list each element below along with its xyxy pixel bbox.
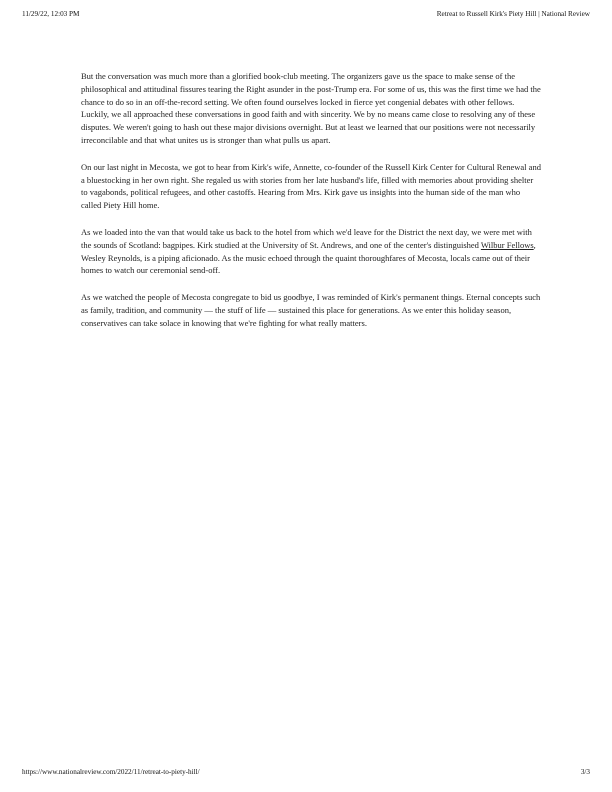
print-footer	[22, 768, 590, 780]
wilbur-fellows-link[interactable]: Wilbur Fellows	[480, 239, 534, 250]
article-paragraph	[81, 226, 541, 277]
page-number: 3/3	[580, 768, 590, 776]
article-paragraph: But the conversation was much more than a glorified book-club meeting. The organizers gave us the space to make sense of the philosophical and attitudinal fissures tearing the Right asunder in the post-Trump era. For some of us, this was the first time we had the chance to do so in an off-the-record setting. We often found ourselves locked in fierce yet congenial debates with other fellows. Luckily, we all approached these conversations in good faith and with sincerity. We by no means came close to resolving any of these disputes. We weren't going to hash out these major divisions overnight. But at least we learned that our positions were not necessarily irreconcilable and that what unites us is stronger than what pulls us apart.	[81, 71, 541, 145]
print-header	[22, 10, 590, 22]
article-paragraph: As we watched the people of Mecosta congregate to bid us goodbye, I was reminded of Kirk's permanent things. Eternal concepts such as family, tradition, and community — the stuff of life — sustained this place for generations. As we enter this holiday season, conservatives can take solace in knowing that we're fighting for what really matters.	[81, 292, 541, 328]
document-title: Retreat to Russell Kirk's Piety Hill | National Review	[436, 10, 590, 18]
paragraph-text: , Wesley Reynolds, is a piping aficionado. As the music echoed through the quaint thoroughfares of Mecosta, locals came out of their homes to watch our ceremonial send-off.	[81, 239, 536, 276]
print-datetime: 11/29/22, 12:03 PM	[22, 10, 80, 18]
paragraph-text: As we loaded into the van that would take us back to the hotel from which we'd leave for the District the next day, we were met with the sounds of Scotland: bagpipes. Kirk studied at the University of St. Andrews, and one of the center's distinguished	[81, 226, 532, 250]
article-body	[81, 70, 541, 344]
page-url: https://www.nationalreview.com/2022/11/retreat-to-piety-hill/	[22, 768, 200, 776]
article-paragraph: On our last night in Mecosta, we got to hear from Kirk's wife, Annette, co-founder of the Russell Kirk Center for Cultural Renewal and a bluestocking in her own right. She regaled us with stories from her late husband's life, filled with memories about providing shelter to vagabonds, political refugees, and other castoffs. Hearing from Mrs. Kirk gave us insights into the human side of the man who called Piety Hill home.	[81, 161, 541, 211]
